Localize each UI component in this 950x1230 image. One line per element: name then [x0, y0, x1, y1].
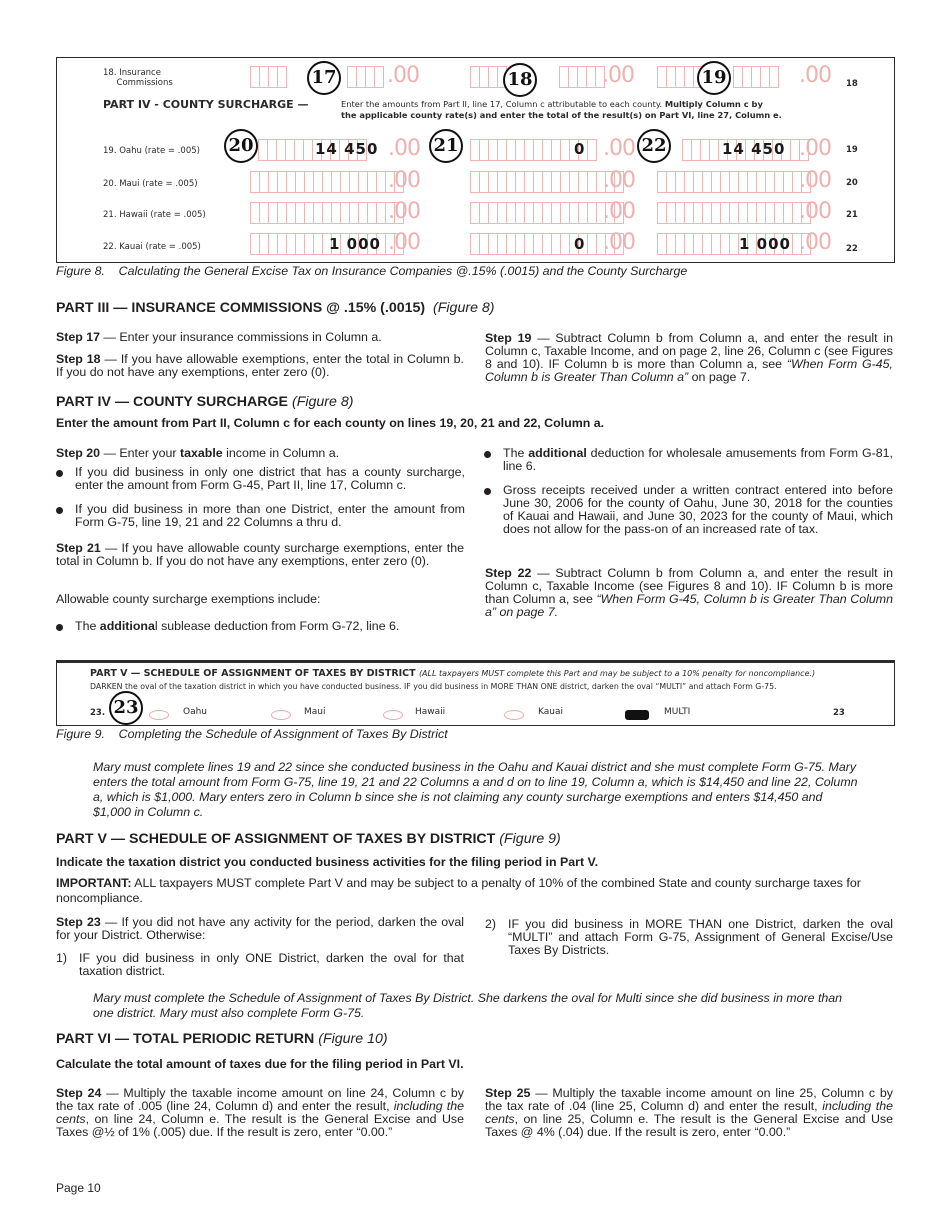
row-20-col-b-cents: .00 — [603, 168, 635, 193]
row-22-right-num: 22 — [846, 244, 858, 254]
row-22-col-a-value: 1 000 — [329, 235, 381, 253]
row-21-col-a-cells — [250, 202, 404, 224]
district-oahu: Oahu — [183, 707, 208, 717]
row-19-label: 19. Oahu (rate = .005) — [103, 146, 200, 156]
row-20-right-num: 20 — [846, 178, 858, 188]
row-22-col-b-value: 0 — [574, 235, 586, 253]
figure-9-form — [56, 660, 895, 726]
part-iii-heading: PART III — INSURANCE COMMISSIONS @ .15% (.0015) (Figure 8) — [56, 300, 495, 316]
circle-22: 22 — [637, 129, 671, 163]
circle-21: 21 — [429, 129, 463, 163]
district-maui: Maui — [304, 707, 326, 717]
circle-18: 18 — [503, 63, 537, 97]
part-v-form-instruction: DARKEN the oval of the taxation district in which you have conducted business. IF you did business in MORE THAN ONE district, darken the oval “MULTI” and attach Form G-75. — [90, 682, 777, 691]
line-23-right-num: 23 — [833, 708, 845, 718]
line-18-col-c-cents: .00 — [799, 63, 831, 88]
line-18-col-b-cells — [470, 66, 507, 88]
item-1-one-district: IF you did business in only ONE District, darken the oval for that taxation district. — [79, 951, 464, 978]
circle-19: 19 — [697, 61, 731, 95]
line-23-num: 23. — [90, 708, 106, 718]
item-1-num: 1) — [56, 951, 68, 965]
row-20-col-c-cents: .00 — [799, 168, 831, 193]
row-20-label: 20. Maui (rate = .005) — [103, 179, 198, 189]
row-21-col-b-cells — [470, 202, 624, 224]
step-19: Step 19 — Subtract Column b from Column a, and enter the result in Column c, Taxable Income, and on page 2, line 26, Column c (see Figures 8 and 10). IF Column b is more than Column a, see “When Form G-45, Column b is Greater Than Column a” on page 7. — [485, 331, 894, 384]
bullet-dot — [484, 451, 491, 458]
part-v-subheading: Indicate the taxation district you conducted business activities for the filing period in Part V. — [56, 855, 599, 869]
figure-8-caption: Figure 8. Calculating the General Excise Tax on Insurance Companies @.15% (.0015) and the County Surcharge — [56, 264, 688, 278]
page-number: Page 10 — [56, 1181, 101, 1195]
line-18-label: 18. Insurance Commissions — [103, 68, 173, 88]
figure-8-form — [56, 57, 895, 263]
district-hawaii: Hawaii — [415, 707, 446, 717]
row-20-col-a-cents: .00 — [388, 168, 420, 193]
part-iv-form-title: PART IV - COUNTY SURCHARGE — — [103, 98, 309, 111]
step-18: Step 18 — If you have allowable exemptions, enter the total in Column b. If you do not have any exemptions, enter zero (0). — [56, 352, 464, 379]
row-19-col-c-cents: .00 — [799, 136, 831, 161]
mary-example-1: Mary must complete lines 19 and 22 since she conducted business in the Oahu and Kauai district and she must complete Form G-75. Mary enters the total amount from Form G-75, line 19, 21 and 22 Columns a and d on to line 19, Column a, which is $14,450 and line 22, Column a, which is $1,000. Mary enters zero in Column b since she is not claiming any county surcharge exemptions and enters $14,450 and $1,000 in Column c. — [93, 760, 858, 819]
row-19-right-num: 19 — [846, 145, 858, 155]
row-20-col-a-cells — [250, 171, 404, 193]
row-20-col-b-cells — [470, 171, 624, 193]
mary-example-2: Mary must complete the Schedule of Assignment of Taxes By District. She darkens the oval for Multi since she did business in more than one district. Mary must also complete Form G-75. — [93, 991, 843, 1020]
row-21-col-a-cents: .00 — [388, 199, 420, 224]
row-22-col-c-cents: .00 — [799, 230, 831, 255]
bullet-wholesale-amusements: The additional deduction for wholesale amusements from Form G-81, line 6. — [503, 447, 893, 473]
line-18-col-a-cells-2 — [347, 66, 384, 88]
row-19-col-a-cents: .00 — [388, 136, 420, 161]
circle-20: 20 — [224, 129, 258, 163]
part-vi-subheading: Calculate the total amount of taxes due for the filing period in Part VI. — [56, 1057, 464, 1071]
row-22-label: 22. Kauai (rate = .005) — [103, 242, 201, 252]
row-22-col-c-value: 1 000 — [739, 235, 791, 253]
bullet-dot — [56, 507, 63, 514]
oval-kauai[interactable] — [504, 710, 524, 720]
circle-17: 17 — [307, 61, 341, 95]
row-22-col-a-cents: .00 — [388, 230, 420, 255]
oval-maui[interactable] — [271, 710, 291, 720]
row-20-col-c-cells — [657, 171, 811, 193]
part-v-important: IMPORTANT: ALL taxpayers MUST complete Part V and may be subject to a penalty of 10% of the combined State and county surcharge taxes for noncompliance. — [56, 876, 861, 905]
part-iv-form-instructions-2: the applicable county rate(s) and enter the total of the result(s) on Part VI, line 27, Column e. — [341, 110, 782, 120]
item-2-num: 2) — [485, 917, 497, 931]
oval-hawaii[interactable] — [383, 710, 403, 720]
line-18-col-b-cells-2 — [559, 66, 605, 88]
step-21: Step 21 — If you have allowable county surcharge exemptions, enter the total in Column b. If you do not have any exemptions, enter zero (0). — [56, 541, 464, 568]
step-22: Step 22 — Subtract Column b from Column a, and enter the result in Column c, Taxable Income (see Figures 8 and 10). IF Column b is more than Column a, see “When Form G-45, Column b is Greater Than Column a” on page 7. — [485, 566, 894, 619]
row-19-col-c-value: 14 450 — [722, 140, 786, 158]
line-18-col-a-cells — [250, 66, 287, 88]
exemptions-intro: Allowable county surcharge exemptions include: — [56, 592, 321, 606]
part-vi-heading: PART VI — TOTAL PERIODIC RETURN (Figure 10) — [56, 1031, 388, 1047]
step-17: Step 17 — Enter your insurance commissions in Column a. — [56, 330, 382, 344]
part-v-heading: PART V — SCHEDULE OF ASSIGNMENT OF TAXES BY DISTRICT (Figure 9) — [56, 831, 561, 847]
row-21-label: 21. Hawaii (rate = .005) — [103, 210, 206, 220]
bullet-gross-receipts: Gross receipts received under a written contract entered into before June 30, 2006 for the county of Oahu, June 30, 2018 for the counties of Kauai and Hawaii, and June 30, 2023 for the county of Maui, which does not allow for the pass-on of an increased rate of tax. — [503, 484, 893, 536]
step-20: Step 20 — Enter your taxable income in Column a. — [56, 446, 340, 460]
bullet-more-districts: If you did business in more than one District, enter the amount from Form G-75, line 19, 21 and 22 Columns a thru d. — [75, 503, 465, 529]
line-18-col-b-cents: .00 — [602, 63, 634, 88]
part-iv-heading: PART IV — COUNTY SURCHARGE (Figure 8) — [56, 394, 354, 410]
step-23: Step 23 — If you did not have any activity for the period, darken the oval for your District. Otherwise: — [56, 915, 464, 942]
line-18-col-c-cells-2 — [733, 66, 779, 88]
step-25: Step 25 — Multiply the taxable income amount on line 25, Column c by the tax rate of .04 (line 25, Column d) and enter the result, including the cents, on line 25, Column e. The result is the General Excise and Use Taxes @ 4% (.04) due. If the result is zero, enter “0.00.” — [485, 1086, 893, 1139]
line-18-right-num: 18 — [846, 79, 858, 89]
part-iv-subheading: Enter the amount from Part II, Column c for each county on lines 19, 20, 21 and 22, Column a. — [56, 416, 605, 430]
part-v-form-title: PART V — SCHEDULE OF ASSIGNMENT OF TAXES BY DISTRICT (ALL taxpayers MUST complete this Part and may be subject to a 10% penalty for noncompliance.) — [90, 668, 816, 679]
row-21-col-c-cells — [657, 202, 811, 224]
circle-23: 23 — [109, 691, 143, 725]
oval-multi-filled[interactable] — [625, 710, 649, 720]
district-kauai: Kauai — [538, 707, 563, 717]
row-22-col-b-cells — [470, 233, 624, 255]
row-21-col-b-cents: .00 — [603, 199, 635, 224]
line-18-col-a-cents: .00 — [387, 63, 419, 88]
step-24: Step 24 — Multiply the taxable income amount on line 24, Column c by the tax rate of .005 (line 24, Column d) and enter the result, including the cents, on line 24, Column e. The result is the General Excise and Use Taxes @½ of 1% (.005) due. If the result is zero, enter “0.00.” — [56, 1086, 465, 1139]
figure-9-caption: Figure 9. Completing the Schedule of Assignment of Taxes By District — [56, 727, 448, 741]
row-21-col-c-cents: .00 — [799, 199, 831, 224]
item-2-multi-district: IF you did business in MORE THAN one District, darken the oval “MULTI” and attach Form G-75, Assignment of General Excise/Use Taxes By Districts. — [508, 917, 893, 957]
bullet-sublease-deduction: The additional sublease deduction from Form G-72, line 6. — [75, 620, 465, 633]
row-22-col-b-cents: .00 — [603, 230, 635, 255]
oval-oahu[interactable] — [149, 710, 169, 720]
row-19-col-a-value: 14 450 — [315, 140, 379, 158]
row-19-col-b-value: 0 — [574, 140, 586, 158]
bullet-dot — [56, 624, 63, 631]
part-iv-form-instructions-1: Enter the amounts from Part II, line 17, Column c attributable to each county. Multiply Column c by — [341, 99, 763, 109]
row-19-col-b-cents: .00 — [603, 136, 635, 161]
bullet-dot — [56, 470, 63, 477]
row-21-right-num: 21 — [846, 210, 858, 220]
district-multi: MULTI — [664, 707, 691, 717]
bullet-dot — [484, 488, 491, 495]
bullet-one-district: If you did business in only one district that has a county surcharge, enter the amount from Form G-45, Part II, line 17, Column c. — [75, 466, 465, 492]
